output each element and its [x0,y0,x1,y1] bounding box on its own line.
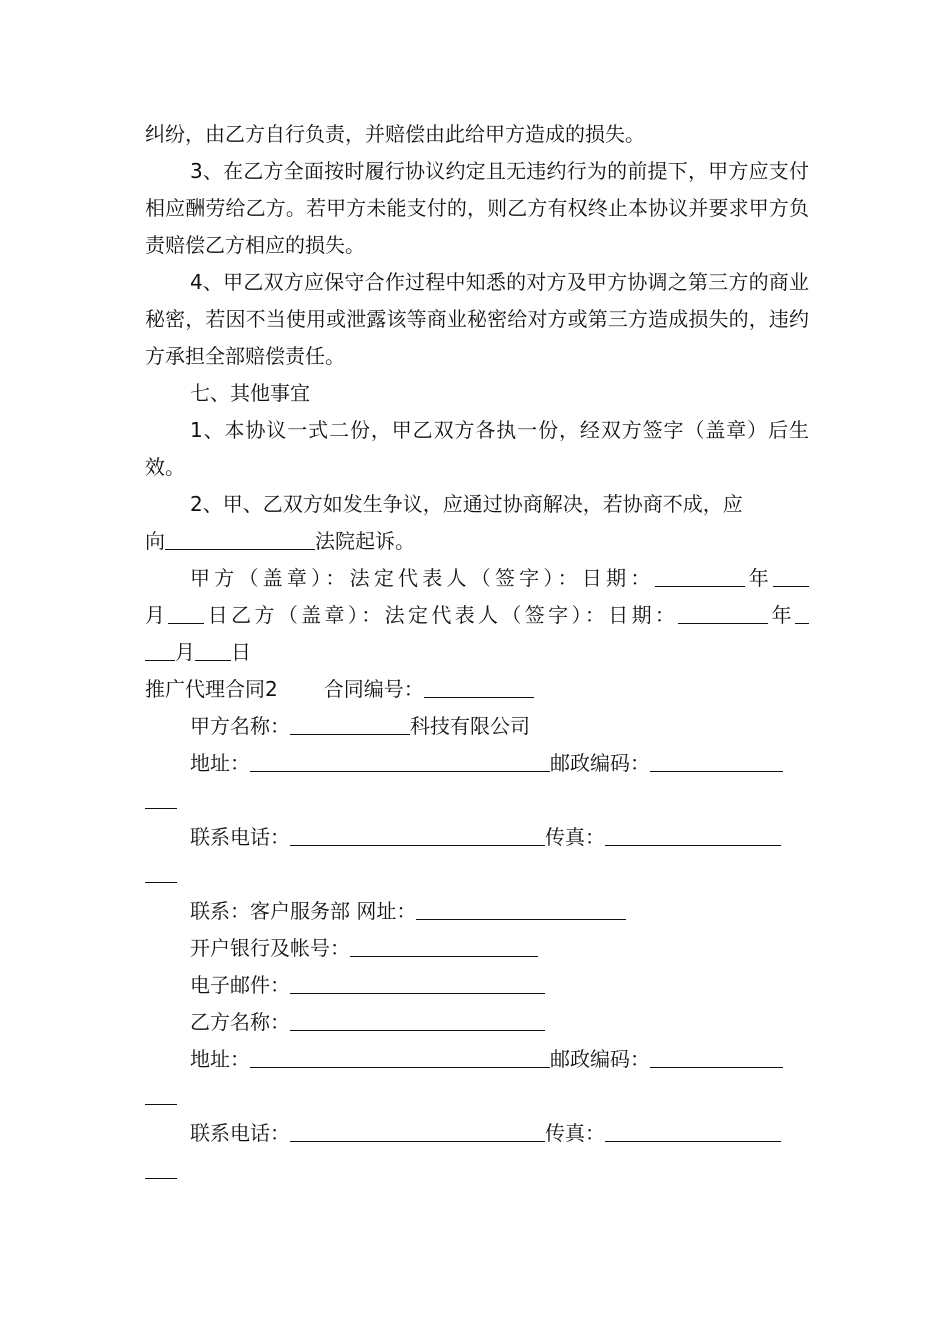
fax-blank-cont[interactable] [145,860,177,883]
signature-month2-label: 月 [175,640,195,664]
party-b-phone-line [145,1115,809,1152]
party-a-label: 甲方名称： [190,714,290,738]
party-b-address-line [145,1041,809,1078]
party-b-postcode-cont [145,1078,809,1115]
paragraph-other-2 [145,486,809,523]
signature-day2-label: 日 [231,640,251,664]
party-b-label: 乙方名称： [190,1010,290,1034]
section-heading-other-matters: 七、其他事宜 [190,381,310,405]
party-b-fax-cont [145,1152,809,1189]
court-line [145,523,809,560]
party-a-fax-cont [145,856,809,893]
signature-party-a: 甲方（盖章）：法定代表人（签字）：日期： [190,566,655,590]
paragraph-clause-3: 3、在乙方全面按时履行协议约定且无违约行为的前提下，甲方应支付相应酬劳给乙方。若甲方未能支付的，则乙方有权终止本协议并要求甲方负责赔偿乙方相应的损失。 [145,159,809,257]
fax-blank-b[interactable] [605,1119,781,1142]
contract-number-blank[interactable] [424,675,534,698]
postcode-blank-b-cont[interactable] [145,1082,177,1105]
signature-day2-blank[interactable] [195,638,231,661]
contact-line [145,893,809,930]
signature-year2-label: 年 [768,603,796,627]
court-prefix: 向 [145,529,165,553]
paragraph-clause-4: 4、甲乙双方应保守合作过程中知悉的对方及甲方协调之第三方的商业秘密，若因不当使用或泄露该等商业秘密给对方或第三方造成损失的，违约方承担全部赔偿责任。 [145,270,809,368]
party-b-name-line [145,1004,809,1041]
fax-blank[interactable] [605,823,781,846]
postcode-label-b: 邮政编码： [550,1047,650,1071]
phone-blank-b[interactable] [290,1119,545,1142]
paragraph-other-1: 1、本协议一式二份，甲乙双方各执一份，经双方签字（盖章）后生效。 [145,418,809,479]
address-blank[interactable] [250,749,550,772]
contract2-title-line [145,671,809,708]
email-label: 电子邮件： [190,973,290,997]
signature-month2-blank-b[interactable] [145,638,175,661]
party-a-name-blank[interactable] [290,712,410,735]
bank-line [145,930,809,967]
bank-label: 开户银行及帐号： [190,936,350,960]
signature-month-label: 月 [145,603,169,627]
signature-block [145,560,809,597]
postcode-blank[interactable] [650,749,783,772]
paragraph-other-2-text: 2、甲、乙双方如发生争议，应通过协商解决，若协商不成，应 [190,492,743,516]
postcode-blank-cont[interactable] [145,786,177,809]
party-b-name-blank[interactable] [290,1008,545,1031]
party-a-address-line [145,745,809,782]
signature-month-blank[interactable] [773,564,809,587]
website-blank[interactable] [416,897,626,920]
signature-day-blank[interactable] [168,601,204,624]
paragraph-dispute-liability: 纠纷，由乙方自行负责，并赔偿由此给甲方造成的损失。 [145,122,645,146]
party-a-postcode-cont [145,782,809,819]
signature-year-blank[interactable] [655,564,745,587]
address-blank-b[interactable] [250,1045,550,1068]
court-name-blank[interactable] [165,527,315,550]
email-line [145,967,809,1004]
fax-label-b: 传真： [545,1121,605,1145]
postcode-label: 邮政编码： [550,751,650,775]
party-a-name-line [145,708,809,745]
contract-number-label: 合同编号： [323,677,424,701]
party-a-suffix: 科技有限公司 [410,714,530,738]
phone-label: 联系电话： [190,825,290,849]
fax-label: 传真： [545,825,605,849]
document-body [145,116,809,1189]
email-blank[interactable] [290,971,545,994]
fax-blank-b-cont[interactable] [145,1156,177,1179]
party-a-phone-line [145,819,809,856]
signature-block-2 [145,597,809,634]
signature-month2-blank-a[interactable] [795,601,809,624]
address-label-b: 地址： [190,1047,250,1071]
postcode-blank-b[interactable] [650,1045,783,1068]
signature-party-b: 日乙方（盖章）：法定代表人（签字）：日期： [204,603,679,627]
court-suffix: 法院起诉。 [315,529,415,553]
contact-label: 联系：客户服务部 网址： [190,899,417,923]
signature-year2-blank[interactable] [678,601,768,624]
phone-blank[interactable] [290,823,545,846]
signature-block-3 [145,634,809,671]
signature-year-label: 年 [744,566,774,590]
bank-blank[interactable] [350,934,538,957]
contract2-title: 推广代理合同2 [145,677,278,701]
phone-label-b: 联系电话： [190,1121,290,1145]
address-label: 地址： [190,751,250,775]
